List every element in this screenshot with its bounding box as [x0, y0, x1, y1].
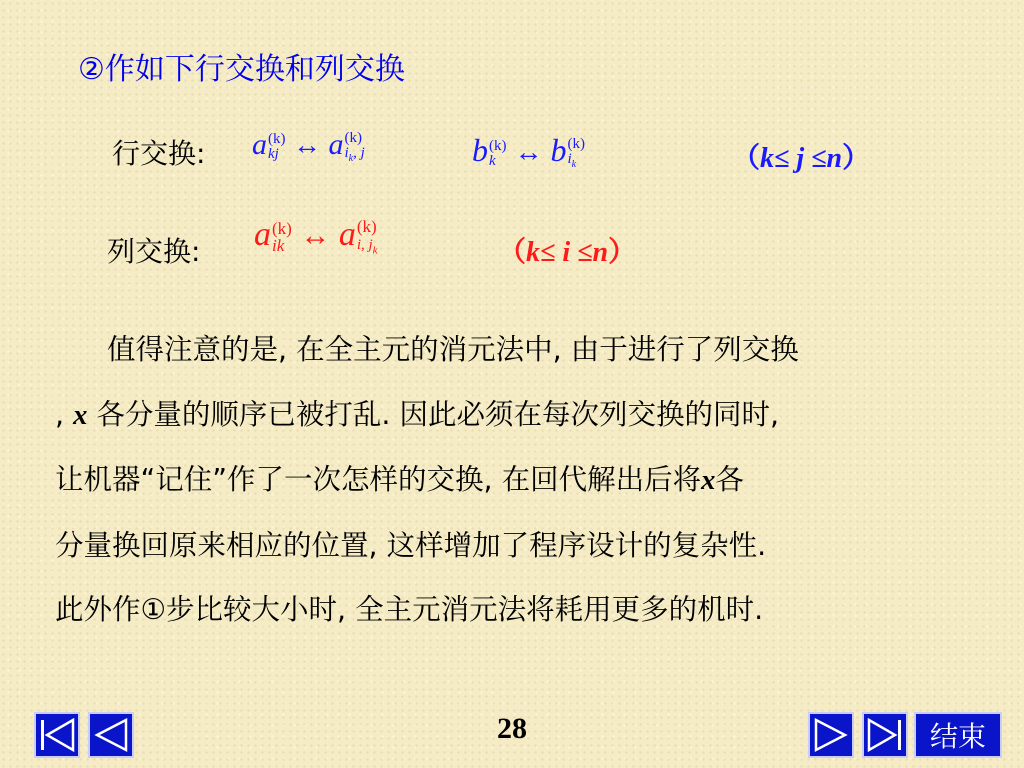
paragraph-line-1: 值得注意的是, 在全主元的消元法中, 由于进行了列交换 [107, 333, 799, 366]
page-number: 28 [497, 712, 527, 745]
a-subscript: ik [272, 236, 285, 256]
next-slide-button[interactable] [808, 712, 854, 758]
slide-title: ②作如下行交换和列交换 [78, 52, 405, 87]
a2-base: a [338, 216, 356, 253]
exchange-arrow: ↔ [300, 219, 331, 252]
b-subscript: k [489, 152, 496, 169]
a2-sub-i: i [356, 237, 361, 254]
condition-body: k≤ i ≤n [526, 237, 609, 268]
col-exchange-condition [498, 230, 636, 270]
explanation-paragraph [55, 318, 945, 643]
col-exchange-a-formula [254, 216, 378, 256]
a2-sub-i-sub: k [348, 152, 354, 164]
exchange-arrow: ↔ [293, 130, 321, 161]
row-exchange-a-formula [252, 128, 365, 164]
b2-superscript: (k) [567, 136, 585, 153]
a-subscript: kj [268, 146, 279, 163]
condition-open-paren: （ [498, 237, 527, 268]
a2-sub-sub: k [372, 244, 378, 257]
line3-text: 让机器“记住”作了一次怎样的交换, 在回代解出后将 [55, 463, 702, 496]
a2-sub-rest: , j [353, 144, 365, 161]
b-superscript: (k) [489, 137, 507, 154]
condition-close-paren: ） [842, 143, 871, 174]
a-base: a [254, 216, 271, 253]
col-exchange-label: 列交换: [107, 235, 201, 268]
a2-sub-i: i [344, 144, 349, 161]
b2-sub: i [567, 151, 572, 168]
b2-base: b [550, 132, 567, 168]
a-superscript: (k) [272, 219, 292, 239]
a2-sub-mid: , j [361, 237, 373, 254]
line2-text: 各分量的顺序已被打乱. 因此必须在每次列交换的同时, [87, 397, 780, 431]
condition-body: k≤ j ≤n [760, 143, 843, 174]
paragraph-line-5: 此外作①步比较大小时, 全主元消元法将耗用更多的机时. [55, 593, 764, 626]
a-base: a [252, 128, 267, 161]
paragraph-line-2 [55, 383, 945, 449]
line3-suffix: 各 [715, 463, 744, 496]
exchange-arrow: ↔ [514, 137, 543, 168]
a2-superscript: (k) [356, 217, 377, 237]
row-exchange-b-formula [472, 132, 585, 170]
end-show-button[interactable]: 结束 [914, 712, 1002, 758]
last-slide-button[interactable] [862, 712, 908, 758]
paragraph-line-4: 分量换回原来相应的位置, 这样增加了程序设计的复杂性. [55, 528, 767, 562]
a2-base: a [328, 128, 344, 161]
variable-x: x [701, 465, 716, 496]
row-exchange-label: 行交换: [112, 137, 206, 170]
last-slide-icon [865, 716, 905, 754]
next-slide-icon [811, 716, 851, 754]
paragraph-line-3 [55, 448, 945, 514]
condition-open-paren: （ [732, 143, 761, 174]
line2-prefix: , [55, 397, 74, 431]
b2-sub-sub: k [571, 159, 577, 171]
condition-close-paren: ） [608, 237, 637, 268]
b-base: b [472, 132, 488, 168]
row-exchange-condition [732, 136, 870, 176]
a-superscript: (k) [268, 131, 286, 148]
a2-superscript: (k) [344, 129, 362, 146]
variable-x: x [73, 399, 88, 431]
